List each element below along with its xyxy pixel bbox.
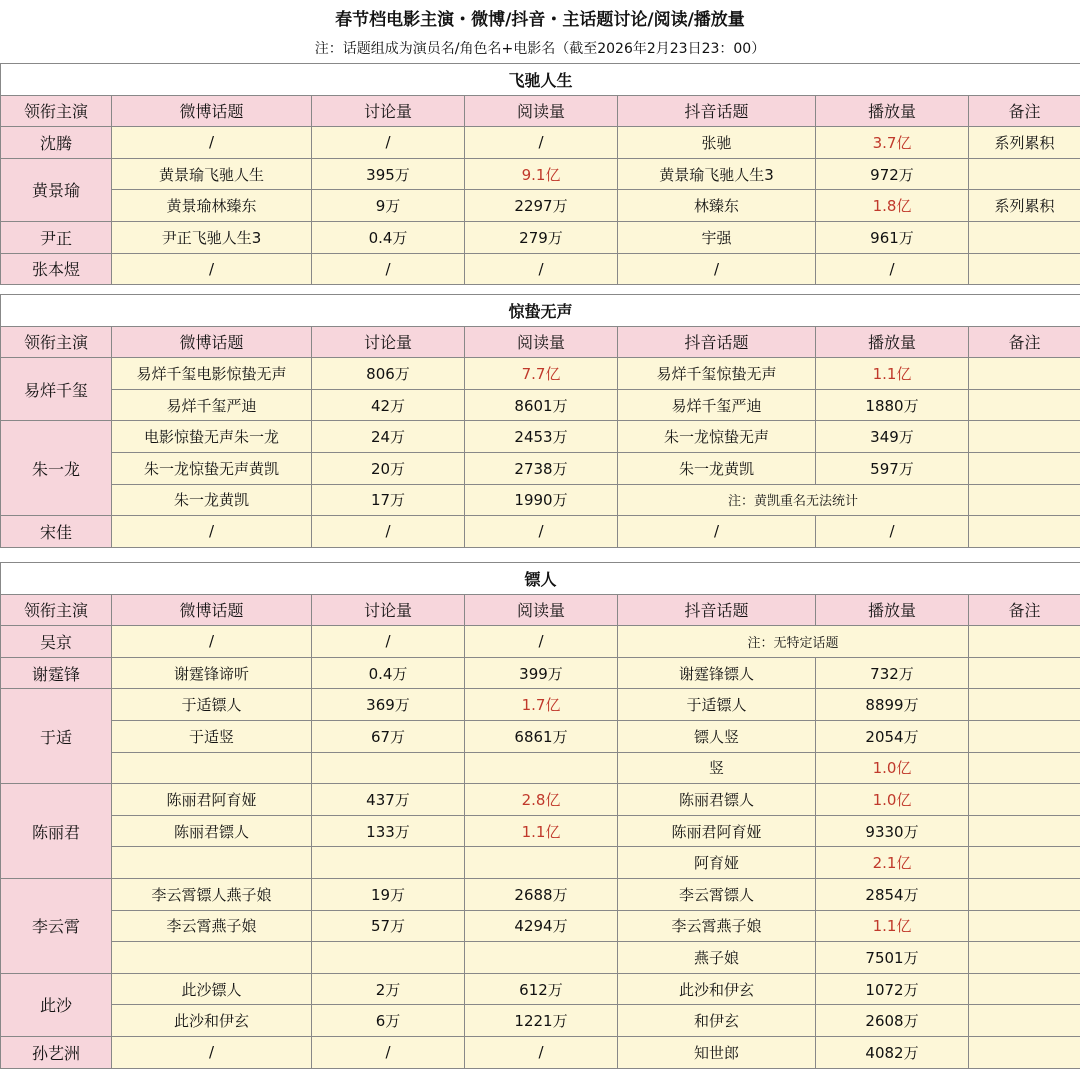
- discussion-count: 395万: [312, 158, 465, 190]
- table-row: [1, 484, 1080, 516]
- actor-name: 此沙: [1, 973, 112, 1036]
- douyin-topic: 林臻东: [618, 190, 816, 222]
- weibo-topic: 李云霄燕子娘: [112, 910, 312, 942]
- section-1: [0, 63, 1080, 285]
- weibo-topic: 陈丽君镖人: [112, 815, 312, 847]
- table-row: [1, 452, 1080, 484]
- table-row: [1, 784, 1080, 816]
- remark: [969, 358, 1080, 390]
- play-count: 9330万: [816, 815, 969, 847]
- section-3: [0, 562, 1080, 1069]
- douyin-topic: 竖: [618, 752, 816, 784]
- table-row: [1, 358, 1080, 390]
- section-title: 惊蛰无声: [1, 295, 1080, 327]
- table-row: [1, 1005, 1080, 1037]
- remark: [969, 516, 1080, 548]
- remark: [969, 158, 1080, 190]
- weibo-topic: 此沙和伊玄: [112, 1005, 312, 1037]
- douyin-topic: /: [618, 253, 816, 285]
- column-header: 讨论量: [312, 326, 465, 358]
- read-count: /: [465, 127, 618, 159]
- play-count: 1.1亿: [816, 358, 969, 390]
- remark: [969, 752, 1080, 784]
- douyin-topic: 于适镖人: [618, 689, 816, 721]
- note-cell: 注：无特定话题: [618, 626, 969, 658]
- douyin-topic: 和伊玄: [618, 1005, 816, 1037]
- discussion-count: 17万: [312, 484, 465, 516]
- column-header: 阅读量: [465, 326, 618, 358]
- remark: [969, 910, 1080, 942]
- discussion-count: 9万: [312, 190, 465, 222]
- read-count: 1.1亿: [465, 815, 618, 847]
- weibo-topic: [112, 752, 312, 784]
- actor-name: 李云霄: [1, 878, 112, 973]
- section-table: [0, 63, 1080, 285]
- table-row: [1, 421, 1080, 453]
- table-row: [1, 752, 1080, 784]
- column-header: 领衔主演: [1, 594, 112, 626]
- discussion-count: [312, 752, 465, 784]
- remark: 系列累积: [969, 190, 1080, 222]
- column-header: 阅读量: [465, 594, 618, 626]
- table-row: [1, 878, 1080, 910]
- table-row: [1, 942, 1080, 974]
- table-row: [1, 127, 1080, 159]
- section-table: [0, 562, 1080, 1069]
- douyin-topic: 阿育娅: [618, 847, 816, 879]
- weibo-topic: /: [112, 1036, 312, 1068]
- table-row: [1, 221, 1080, 253]
- discussion-count: 67万: [312, 720, 465, 752]
- read-count: 279万: [465, 221, 618, 253]
- weibo-topic: 易烊千玺电影惊蛰无声: [112, 358, 312, 390]
- table-row: [1, 158, 1080, 190]
- play-count: 1.1亿: [816, 910, 969, 942]
- actor-name: 谢霆锋: [1, 657, 112, 689]
- column-header: 讨论量: [312, 594, 465, 626]
- play-count: /: [816, 516, 969, 548]
- read-count: 612万: [465, 973, 618, 1005]
- read-count: 8601万: [465, 389, 618, 421]
- weibo-topic: 黄景瑜林臻东: [112, 190, 312, 222]
- remark: [969, 942, 1080, 974]
- weibo-topic: 易烊千玺严迪: [112, 389, 312, 421]
- remark: [969, 452, 1080, 484]
- column-header: 领衔主演: [1, 95, 112, 127]
- section-title: 飞驰人生: [1, 64, 1080, 96]
- table-row: [1, 389, 1080, 421]
- column-header: 微博话题: [112, 594, 312, 626]
- table-row: [1, 847, 1080, 879]
- read-count: 1.7亿: [465, 689, 618, 721]
- douyin-topic: 李云霄镖人: [618, 878, 816, 910]
- table-row: [1, 815, 1080, 847]
- play-count: 972万: [816, 158, 969, 190]
- read-count: [465, 847, 618, 879]
- discussion-count: 133万: [312, 815, 465, 847]
- actor-name: 沈腾: [1, 127, 112, 159]
- discussion-count: 0.4万: [312, 657, 465, 689]
- discussion-count: 0.4万: [312, 221, 465, 253]
- play-count: 7501万: [816, 942, 969, 974]
- play-count: 961万: [816, 221, 969, 253]
- discussion-count: /: [312, 127, 465, 159]
- weibo-topic: /: [112, 127, 312, 159]
- remark: [969, 1036, 1080, 1068]
- read-count: /: [465, 516, 618, 548]
- douyin-topic: 此沙和伊玄: [618, 973, 816, 1005]
- actor-name: 张本煜: [1, 253, 112, 285]
- douyin-topic: 易烊千玺惊蛰无声: [618, 358, 816, 390]
- actor-name: 陈丽君: [1, 784, 112, 879]
- page-note: 注：话题组成为演员名/角色名+电影名（截至2026年2月23日23：00）: [0, 38, 1080, 60]
- discussion-count: 369万: [312, 689, 465, 721]
- play-count: 3.7亿: [816, 127, 969, 159]
- play-count: 4082万: [816, 1036, 969, 1068]
- column-header: 播放量: [816, 594, 969, 626]
- discussion-count: 24万: [312, 421, 465, 453]
- read-count: 1221万: [465, 1005, 618, 1037]
- play-count: 597万: [816, 452, 969, 484]
- actor-name: 吴京: [1, 626, 112, 658]
- weibo-topic: 朱一龙黄凯: [112, 484, 312, 516]
- section-title: 镖人: [1, 563, 1080, 595]
- remark: [969, 720, 1080, 752]
- weibo-topic: 陈丽君阿育娅: [112, 784, 312, 816]
- weibo-topic: 于适镖人: [112, 689, 312, 721]
- section-table: [0, 294, 1080, 548]
- table-row: [1, 516, 1080, 548]
- douyin-topic: 朱一龙黄凯: [618, 452, 816, 484]
- discussion-count: 20万: [312, 452, 465, 484]
- discussion-count: 437万: [312, 784, 465, 816]
- weibo-topic: [112, 942, 312, 974]
- remark: [969, 626, 1080, 658]
- remark: [969, 421, 1080, 453]
- table-row: [1, 190, 1080, 222]
- remark: [969, 815, 1080, 847]
- douyin-topic: 陈丽君镖人: [618, 784, 816, 816]
- read-count: 4294万: [465, 910, 618, 942]
- read-count: /: [465, 253, 618, 285]
- discussion-count: 806万: [312, 358, 465, 390]
- read-count: /: [465, 1036, 618, 1068]
- read-count: [465, 752, 618, 784]
- play-count: 2854万: [816, 878, 969, 910]
- remark: [969, 973, 1080, 1005]
- table-row: [1, 973, 1080, 1005]
- table-row: [1, 253, 1080, 285]
- read-count: 2453万: [465, 421, 618, 453]
- read-count: [465, 942, 618, 974]
- discussion-count: 57万: [312, 910, 465, 942]
- douyin-topic: 黄景瑜飞驰人生3: [618, 158, 816, 190]
- play-count: 1.0亿: [816, 784, 969, 816]
- column-header: 微博话题: [112, 326, 312, 358]
- discussion-count: 2万: [312, 973, 465, 1005]
- table-row: [1, 657, 1080, 689]
- discussion-count: /: [312, 626, 465, 658]
- read-count: 1990万: [465, 484, 618, 516]
- remark: [969, 878, 1080, 910]
- read-count: 6861万: [465, 720, 618, 752]
- table-row: [1, 910, 1080, 942]
- remark: [969, 847, 1080, 879]
- douyin-topic: 谢霆锋镖人: [618, 657, 816, 689]
- discussion-count: 19万: [312, 878, 465, 910]
- read-count: 2738万: [465, 452, 618, 484]
- play-count: 2.1亿: [816, 847, 969, 879]
- table-row: [1, 1036, 1080, 1068]
- read-count: 2688万: [465, 878, 618, 910]
- column-header: 抖音话题: [618, 594, 816, 626]
- weibo-topic: /: [112, 626, 312, 658]
- discussion-count: 6万: [312, 1005, 465, 1037]
- douyin-topic: 易烊千玺严迪: [618, 389, 816, 421]
- actor-name: 宋佳: [1, 516, 112, 548]
- weibo-topic: 李云霄镖人燕子娘: [112, 878, 312, 910]
- play-count: /: [816, 253, 969, 285]
- play-count: 1880万: [816, 389, 969, 421]
- play-count: 349万: [816, 421, 969, 453]
- weibo-topic: [112, 847, 312, 879]
- column-header: 讨论量: [312, 95, 465, 127]
- discussion-count: [312, 847, 465, 879]
- play-count: 732万: [816, 657, 969, 689]
- douyin-topic: /: [618, 516, 816, 548]
- play-count: 1.0亿: [816, 752, 969, 784]
- read-count: 7.7亿: [465, 358, 618, 390]
- column-header: 备注: [969, 326, 1080, 358]
- actor-name: 易烊千玺: [1, 358, 112, 421]
- column-header: 微博话题: [112, 95, 312, 127]
- weibo-topic: 黄景瑜飞驰人生: [112, 158, 312, 190]
- discussion-count: 42万: [312, 389, 465, 421]
- douyin-topic: 镖人竖: [618, 720, 816, 752]
- read-count: /: [465, 626, 618, 658]
- weibo-topic: 谢霆锋谛听: [112, 657, 312, 689]
- weibo-topic: 于适竖: [112, 720, 312, 752]
- actor-name: 尹正: [1, 221, 112, 253]
- column-header: 播放量: [816, 95, 969, 127]
- douyin-topic: 张驰: [618, 127, 816, 159]
- actor-name: 于适: [1, 689, 112, 784]
- remark: [969, 484, 1080, 516]
- column-header: 播放量: [816, 326, 969, 358]
- actor-name: 孙艺洲: [1, 1036, 112, 1068]
- remark: [969, 389, 1080, 421]
- douyin-topic: 知世郎: [618, 1036, 816, 1068]
- column-header: 抖音话题: [618, 326, 816, 358]
- weibo-topic: /: [112, 253, 312, 285]
- weibo-topic: 尹正飞驰人生3: [112, 221, 312, 253]
- play-count: 2608万: [816, 1005, 969, 1037]
- remark: [969, 221, 1080, 253]
- play-count: 8899万: [816, 689, 969, 721]
- discussion-count: /: [312, 253, 465, 285]
- remark: [969, 689, 1080, 721]
- douyin-topic: 朱一龙惊蛰无声: [618, 421, 816, 453]
- read-count: 2.8亿: [465, 784, 618, 816]
- play-count: 1072万: [816, 973, 969, 1005]
- douyin-topic: 陈丽君阿育娅: [618, 815, 816, 847]
- remark: [969, 253, 1080, 285]
- discussion-count: /: [312, 1036, 465, 1068]
- play-count: 1.8亿: [816, 190, 969, 222]
- remark: 系列累积: [969, 127, 1080, 159]
- column-header: 备注: [969, 594, 1080, 626]
- douyin-topic: 燕子娘: [618, 942, 816, 974]
- read-count: 9.1亿: [465, 158, 618, 190]
- discussion-count: /: [312, 516, 465, 548]
- column-header: 阅读量: [465, 95, 618, 127]
- discussion-count: [312, 942, 465, 974]
- table-row: [1, 626, 1080, 658]
- weibo-topic: /: [112, 516, 312, 548]
- column-header: 抖音话题: [618, 95, 816, 127]
- remark: [969, 784, 1080, 816]
- section-2: [0, 294, 1080, 548]
- douyin-topic: 李云霄燕子娘: [618, 910, 816, 942]
- read-count: 2297万: [465, 190, 618, 222]
- table-row: [1, 689, 1080, 721]
- read-count: 399万: [465, 657, 618, 689]
- actor-name: 朱一龙: [1, 421, 112, 516]
- weibo-topic: 电影惊蛰无声朱一龙: [112, 421, 312, 453]
- remark: [969, 1005, 1080, 1037]
- page-title: 春节档电影主演・微博/抖音・主话题讨论/阅读/播放量: [0, 6, 1080, 34]
- remark: [969, 657, 1080, 689]
- play-count: 2054万: [816, 720, 969, 752]
- column-header: 领衔主演: [1, 326, 112, 358]
- weibo-topic: 朱一龙惊蛰无声黄凯: [112, 452, 312, 484]
- weibo-topic: 此沙镖人: [112, 973, 312, 1005]
- note-cell: 注：黄凯重名无法统计: [618, 484, 969, 516]
- douyin-topic: 宇强: [618, 221, 816, 253]
- actor-name: 黄景瑜: [1, 158, 112, 221]
- table-row: [1, 720, 1080, 752]
- column-header: 备注: [969, 95, 1080, 127]
